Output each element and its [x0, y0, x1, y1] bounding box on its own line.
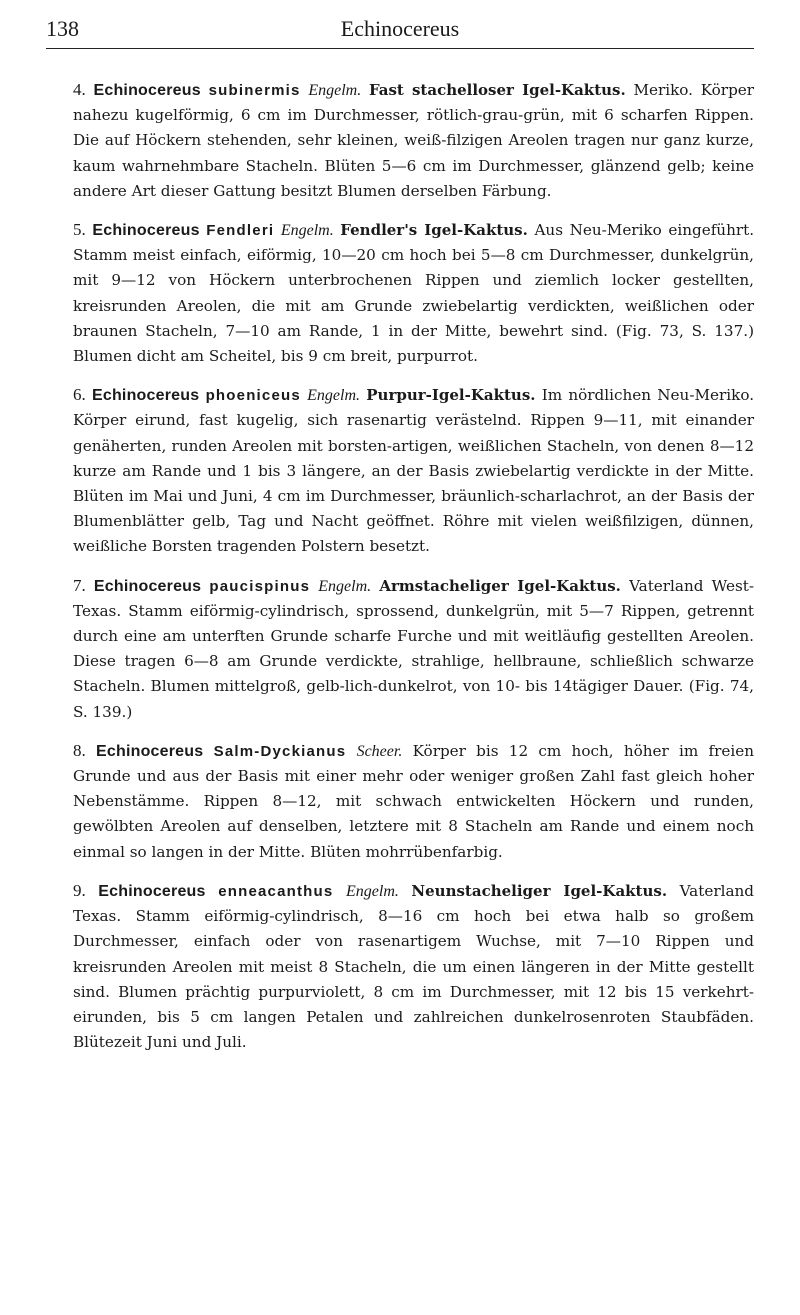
species-entry-6 — [46, 382, 754, 559]
author-name: Engelm. — [346, 882, 399, 900]
entry-description: Meriko. Körper nahezu kugelförmig, 6 cm im Durchmesser, rötlich-grau-grün, mit 6 scharfen Rippen. Die auf Höckern stehenden, sehr kleinen, weiß-filzigen Areolen tragen nur ganz kurze, kaum wahrnehmbare Stacheln. Blüten 5—6 cm im Durchmesser, glänzend gelb; keine andere Art dieser Gattung besitzt Blumen derselben Färbung. — [73, 81, 755, 200]
author-name: Engelm. — [308, 82, 362, 99]
genus-name: Echinocereus — [92, 222, 200, 240]
entry-number: 6. — [73, 385, 86, 405]
species-epithet: Fendleri — [206, 222, 275, 240]
species-entry-7 — [46, 573, 754, 725]
entry-number: 5. — [73, 220, 86, 240]
species-entry-5 — [46, 217, 754, 369]
entry-description: Vaterland Texas. Stamm eiförmig-cylindrisch, 8—16 cm hoch bei etwa halb so großem Durchmesser, einfach oder von rasenartigem Wuchse, mit 7—10 Rippen und kreisrunden Areolen mit meist 8 Stacheln, die um einen längeren in der Mitte gestellt sind. Blumen prächtig purpurviolett, 8 cm im Durchmesser, mit 12 bis 15 verkehrt-eirunden, bis 5 cm langen Petalen und zahlreichen dunkelrosenroten Staubfäden. Blütezeit Juni und Juli. — [73, 881, 755, 1052]
species-entry-8 — [46, 738, 754, 865]
entry-description: Aus Neu-Meriko eingeführt. Stamm meist einfach, eiförmig, 10—20 cm hoch bei 5—8 cm Durchmesser, dunkelgrün, mit 9—12 von Höckern unterbrochenen Rippen und ziemlich locker gestellten, kreisrunden Areolen, die mit am Grunde zwiebelartig verdickten, weißlichen oder braunen Stacheln, 7—10 am Rande, 1 in der Mitte, bewehrt sind. (Fig. 73, S. 137.) Blumen dicht am Scheitel, bis 9 cm breit, purpurrot. — [73, 221, 755, 366]
genus-name: Echinocereus — [93, 577, 202, 595]
author-name: Engelm. — [318, 577, 372, 595]
running-head: Echinocereus — [340, 16, 460, 41]
author-name: Engelm. — [307, 387, 361, 405]
common-name: Fast stachelloser Igel-Kaktus. — [368, 81, 626, 99]
genus-name: Echinocereus — [91, 387, 200, 405]
species-entry-4 — [46, 77, 754, 204]
common-name: Purpur-Igel-Kaktus. — [366, 386, 536, 405]
genus-name: Echinocereus — [93, 82, 201, 99]
common-name: Fendler's Igel-Kaktus. — [340, 221, 528, 240]
page-header — [46, 14, 754, 49]
species-epithet: subinermis — [208, 82, 301, 99]
species-entry-9 — [46, 878, 754, 1055]
page-number: 138 — [46, 16, 79, 41]
species-epithet: paucispinus — [209, 577, 311, 595]
author-name: Engelm. — [280, 222, 334, 240]
entry-description: Körper bis 12 cm hoch, höher im freien Grunde und aus der Basis mit einer mehr oder weniger großen Zahl fast gleich hoher Nebenstämme. Rippen 8—12, mit schwach entwickelten Höckern und runden, gewölbten Areolen auf denselben, letztere mit 8 Stacheln am Rande und einem noch einmal so langen in der Mitte. Blüten mohrrübenfarbig. — [73, 741, 755, 861]
entry-number: 7. — [73, 575, 86, 595]
species-epithet: enneacanthus — [218, 882, 334, 900]
entry-number: 4. — [73, 80, 86, 99]
entry-description: Vaterland West-Texas. Stamm eiförmig-cylindrisch, sprossend, dunkelgrün, mit 5—7 Rippen, getrennt durch eine am unterften Grunde scharfe Furche und mit weitläufig gestellten Areolen. Diese tragen 6—8 am Grunde verdickte, strahlige, hellbraune, schließlich schwarze Stacheln. Blumen mittelgroß, gelb-lich-dunkelrot, von 10- bis 14tägiger Dauer. (Fig. 74, S. 139.) — [73, 576, 754, 721]
common-name: Neunstacheliger Igel-Kaktus. — [411, 881, 668, 900]
genus-name: Echinocereus — [98, 882, 206, 900]
author-name: Scheer. — [356, 742, 403, 760]
entry-number: 9. — [73, 880, 86, 900]
species-epithet: Salm-Dyckianus — [213, 742, 347, 760]
species-epithet: phoeniceus — [205, 387, 301, 405]
entry-number: 8. — [73, 740, 86, 760]
common-name: Armstacheliger Igel-Kaktus. — [379, 576, 621, 595]
entry-description: Im nördlichen Neu-Meriko. Körper eirund, fast kugelig, sich rasenartig verästelnd. Rippen 9—11, mit einander genäherten, runden Areolen mit borsten-artigen, weißlichen Stacheln, von denen 8—12 kurze am Rande und 1 bis 3 längere, an der Basis zwiebelartig verdickte in der Mitte. Blüten im Mai und Juni, 4 cm im Durchmesser, bräunlich-scharlachrot, an der Basis der Blumenblätter gelb, Tag und Nacht geöffnet. Röhre mit vielen weißfilzigen, dünnen, weißliche Borsten tragenden Polstern besetzt. — [73, 386, 755, 556]
genus-name: Echinocereus — [96, 742, 204, 760]
